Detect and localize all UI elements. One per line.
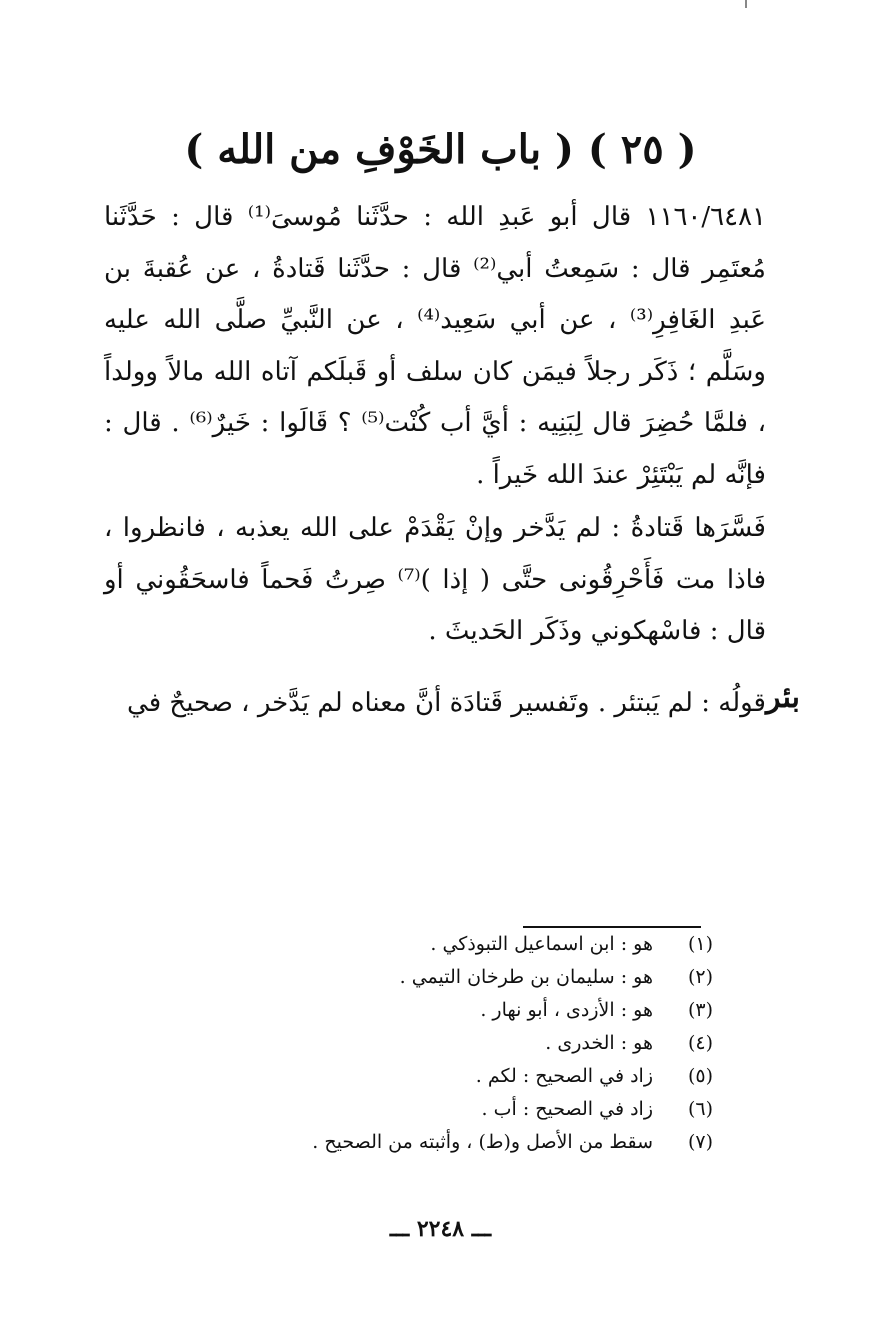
footnote-number: (٧)	[687, 1131, 713, 1153]
footnote-text: زاد في الصحيح : أب .	[481, 1098, 653, 1120]
footnote-item	[193, 994, 713, 1027]
footnote-number: (٢)	[687, 966, 713, 988]
footnote-item	[193, 961, 713, 994]
footnote-item	[193, 928, 713, 961]
commentary-paragraph: فَسَّرَها قَتادةُ : لم يَدَّخر وإنْ يَقْدَمْ على الله يعذبه ، فانظروا ، فاذا مت فَأَحْرِقُونى حتَّى ( إذا )⁽⁷⁾ صِرتُ فَحماً فاسحَقُوني أو قال : فاسْهكوني وذَكَر الحَديثَ .	[104, 513, 766, 646]
margin-keyword: بئر	[766, 680, 800, 715]
footnotes-list	[193, 928, 713, 1159]
footnote-number: (٤)	[687, 1032, 713, 1054]
footnote-text: هو : الخدرى .	[545, 1032, 653, 1054]
footnote-item	[193, 1126, 713, 1159]
footnote-text: هو : الأزدى ، أبو نهار .	[480, 999, 653, 1021]
scan-mark	[745, 0, 747, 8]
footnote-number: (٣)	[687, 999, 713, 1021]
footnote-number: (١)	[687, 933, 713, 955]
footnote-item	[193, 1060, 713, 1093]
footnote-item	[193, 1027, 713, 1060]
footnote-text: زاد في الصحيح : لكم .	[475, 1065, 653, 1087]
page-number: ـــ ٢٢٤٨ ـــ	[389, 1216, 492, 1242]
footnote-number: (٦)	[687, 1098, 713, 1120]
footnote-number: (٥)	[687, 1065, 713, 1087]
explanation-paragraph: قولُه : لم يَبتئر . وتَفسير قَتادَة أنَّ معناه لم يَدَّخر ، صحيحٌ في	[127, 688, 766, 718]
footnote-item	[193, 1093, 713, 1126]
chapter-title: ( ٢٥ ) ( باب الخَوْفِ من الله )	[184, 126, 697, 173]
footnote-text: سقط من الأصل و(ط) ، وأثبته من الصحيح .	[312, 1131, 653, 1153]
footnote-text: هو : ابن اسماعيل التبوذكي .	[430, 933, 653, 955]
hadith-paragraph: ١١٦٠/٦٤٨١ قال أبو عَبدِ الله : حدَّثَنا مُوسىَ⁽¹⁾ قال : حَدَّثَنا مُعتَمِر قال : سَمِعتُ أبي⁽²⁾ قال : حدَّثَنا قَتادةُ ، عن عُقبةَ بن عَبدِ الغَافِرِ⁽³⁾ ، عن أبي سَعِيد⁽⁴⁾ ، عن النَّبيِّ صلَّى الله عليه وسَلَّم ؛ ذَكَر رجلاً فيمَن كان سلف أو قَبلَكم آتاه الله مالاً وولداً ، فلمَّا حُضِرَ قال لِبَنِيه : أيَّ أب كُنْت⁽⁵⁾ ؟ قَالَوا : خَيرٌ⁽⁶⁾ . قال : فإنَّه لم يَبْتَئِرْ عندَ الله خَيراً .	[104, 202, 767, 490]
footnote-text: هو : سليمان بن طرخان التيمي .	[399, 966, 653, 988]
